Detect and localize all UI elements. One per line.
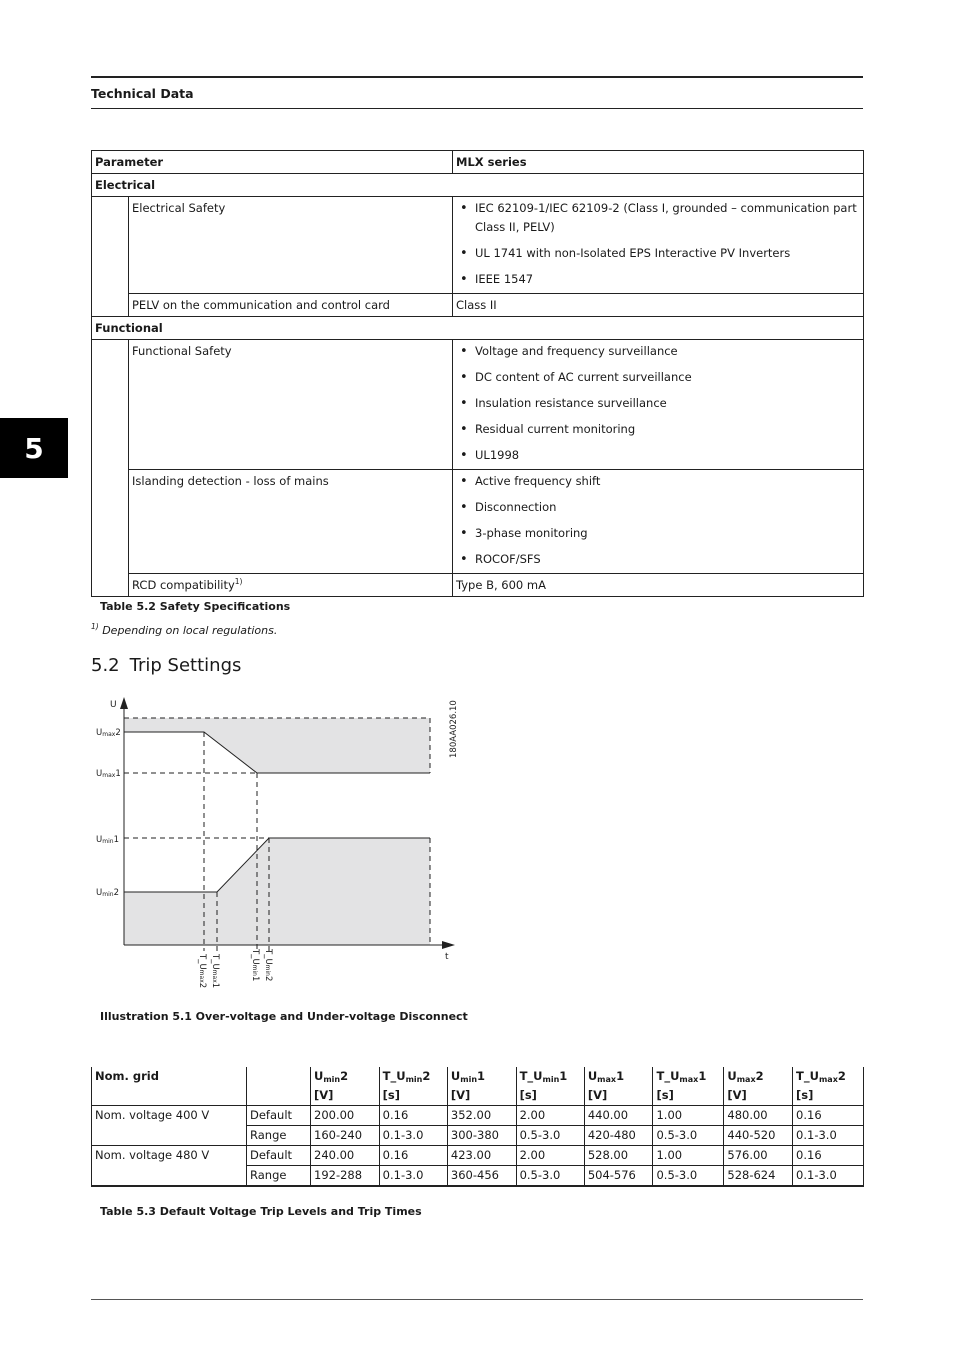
label-t-umax1: T_Umax1: [210, 954, 220, 989]
column-header: $U_{max}1$: [584, 1067, 653, 1086]
header-nom-grid: Nom. grid: [92, 1067, 247, 1086]
bullet-list: [456, 342, 860, 465]
table-row: [92, 470, 864, 574]
header-mlx-series: MLX series: [453, 151, 864, 174]
param-text: RCD compatibility: [132, 578, 235, 592]
column-unit: [V]: [311, 1086, 380, 1106]
value-cell: [453, 197, 864, 294]
cell: 0.5-3.0: [653, 1126, 724, 1146]
list-item: • UL1998: [475, 446, 860, 465]
table-row: [92, 197, 864, 294]
list-item: • Active frequency shift: [475, 472, 860, 491]
cell: 160-240: [311, 1126, 380, 1146]
footnote-text: Depending on local regulations.: [102, 624, 278, 637]
cell: 576.00: [724, 1146, 793, 1166]
section-row-electrical: [92, 174, 864, 197]
group-name: Nom. voltage 400 V: [92, 1106, 247, 1146]
table-row: [92, 1106, 864, 1126]
section-row-functional: [92, 317, 864, 340]
footnote-mark: 1): [91, 622, 99, 631]
column-header: $U_{min}1$: [447, 1067, 516, 1086]
label-t-umin1: T_Umin1: [250, 949, 260, 982]
cell: 1.00: [653, 1146, 724, 1166]
table-row: [92, 574, 864, 597]
over-voltage-region: [124, 718, 430, 773]
cell: 528.00: [584, 1146, 653, 1166]
value-cell: Type B, 600 mA: [453, 574, 864, 597]
footnote: [91, 624, 277, 637]
illustration-caption: Illustration 5.1 Over-voltage and Under-voltage Disconnect: [100, 1010, 468, 1023]
cell: 1.00: [653, 1106, 724, 1126]
axis-t-label: t: [445, 952, 449, 962]
section-electrical: Electrical: [92, 174, 864, 197]
table-row: [92, 1146, 864, 1166]
axis-u-label: U: [110, 700, 117, 710]
group-name: Nom. voltage 480 V: [92, 1146, 247, 1187]
list-item: • 3-phase monitoring: [475, 524, 860, 543]
cell: 2.00: [516, 1146, 584, 1166]
cell: 192-288: [311, 1166, 380, 1187]
column-unit: [V]: [447, 1086, 516, 1106]
indent-cell: [92, 340, 129, 597]
header-row-1: [92, 1067, 864, 1086]
value-cell: [453, 340, 864, 470]
column-unit: [s]: [653, 1086, 724, 1106]
param-cell: Islanding detection - loss of mains: [129, 470, 453, 574]
cell: 0.5-3.0: [516, 1126, 584, 1146]
value-cell: [453, 470, 864, 574]
cell: 423.00: [447, 1146, 516, 1166]
list-item: • Voltage and frequency surveillance: [475, 342, 860, 361]
cell: 504-576: [584, 1166, 653, 1187]
column-header: $U_{max}2$: [724, 1067, 793, 1086]
figure-code: 180AA026.10: [449, 700, 459, 758]
cell: 352.00: [447, 1106, 516, 1126]
header-rule-top: [91, 76, 863, 78]
param-cell: PELV on the communication and control card: [129, 294, 453, 317]
param-cell: Electrical Safety: [129, 197, 453, 294]
bullet-list: [456, 199, 860, 289]
label-umin2: Umin2: [96, 888, 119, 898]
cell: 300-380: [447, 1126, 516, 1146]
row-type: Range: [247, 1126, 311, 1146]
label-t-umin2: T_Umin2: [263, 949, 273, 982]
section-heading: [91, 655, 241, 676]
header-row-2: [92, 1086, 864, 1106]
list-item: • ROCOF/SFS: [475, 550, 860, 569]
column-unit: [V]: [584, 1086, 653, 1106]
list-item: • Disconnection: [475, 498, 860, 517]
cell: 420-480: [584, 1126, 653, 1146]
header-empty: [92, 1086, 247, 1106]
column-unit: [s]: [379, 1086, 447, 1106]
safety-specifications-table: [91, 150, 864, 597]
cell: 0.1-3.0: [379, 1166, 447, 1187]
indent-cell: [92, 197, 129, 317]
list-item: • DC content of AC current surveillance: [475, 368, 860, 387]
x-axis-arrow: [442, 941, 455, 949]
table-header-row: [92, 151, 864, 174]
column-header: $T\_U_{max}2$: [793, 1067, 864, 1086]
cell: 360-456: [447, 1166, 516, 1187]
column-header: $T\_U_{min}1$: [516, 1067, 584, 1086]
label-umax2: Umax2: [96, 728, 121, 738]
bullet-list: [456, 472, 860, 569]
param-cell: [129, 574, 453, 597]
table-caption: Table 5.2 Safety Specifications: [100, 600, 291, 613]
value-cell: Class II: [453, 294, 864, 317]
list-item: • UL 1741 with non-Isolated EPS Interactive PV Inverters: [475, 244, 860, 263]
y-axis-arrow: [120, 697, 128, 709]
column-header: $U_{min}2$: [311, 1067, 380, 1086]
label-umax1: Umax1: [96, 769, 121, 779]
cell: 0.16: [793, 1106, 864, 1126]
cell: 0.16: [379, 1106, 447, 1126]
cell: 0.1-3.0: [793, 1166, 864, 1187]
table-row: [92, 294, 864, 317]
header-parameter: Parameter: [92, 151, 453, 174]
cell: 480.00: [724, 1106, 793, 1126]
cell: 0.16: [793, 1146, 864, 1166]
list-item: • Residual current monitoring: [475, 420, 860, 439]
trip-levels-table: [91, 1067, 864, 1187]
cell: 240.00: [311, 1146, 380, 1166]
footnote-ref: 1): [234, 577, 243, 586]
column-unit: [V]: [724, 1086, 793, 1106]
row-type: Default: [247, 1106, 311, 1126]
cell: 200.00: [311, 1106, 380, 1126]
list-item: • Insulation resistance surveillance: [475, 394, 860, 413]
label-t-umax2: T_Umax2: [197, 954, 207, 989]
cell: 0.16: [379, 1146, 447, 1166]
running-header-title: Technical Data: [91, 86, 194, 101]
column-header: $T\_U_{min}2$: [379, 1067, 447, 1086]
section-number: 5.2: [91, 655, 120, 676]
list-item: • IEC 62109-1/IEC 62109-2 (Class I, grounded – communication part Class II, PELV): [475, 199, 860, 237]
table-row: [92, 340, 864, 470]
label-umin1: Umin1: [96, 835, 119, 845]
row-type: Default: [247, 1146, 311, 1166]
column-header: $T\_U_{max}1$: [653, 1067, 724, 1086]
table-caption: Table 5.3 Default Voltage Trip Levels and Trip Times: [100, 1205, 422, 1218]
cell: 0.1-3.0: [793, 1126, 864, 1146]
section-title: Trip Settings: [129, 655, 242, 676]
cell: 440.00: [584, 1106, 653, 1126]
cell: 0.5-3.0: [653, 1166, 724, 1187]
param-cell: Functional Safety: [129, 340, 453, 470]
list-item: • IEEE 1547: [475, 270, 860, 289]
header-empty: [247, 1086, 311, 1106]
header-rule-bottom: [91, 108, 863, 109]
header-empty: [247, 1067, 311, 1086]
column-unit: [s]: [793, 1086, 864, 1106]
cell: 0.1-3.0: [379, 1126, 447, 1146]
trip-settings-diagram: [91, 695, 471, 995]
cell: 0.5-3.0: [516, 1166, 584, 1187]
column-unit: [s]: [516, 1086, 584, 1106]
cell: 528-624: [724, 1166, 793, 1187]
footer-rule: [91, 1299, 863, 1300]
row-type: Range: [247, 1166, 311, 1187]
cell: 440-520: [724, 1126, 793, 1146]
cell: 2.00: [516, 1106, 584, 1126]
chapter-tab: 5: [0, 418, 68, 478]
section-functional: Functional: [92, 317, 864, 340]
